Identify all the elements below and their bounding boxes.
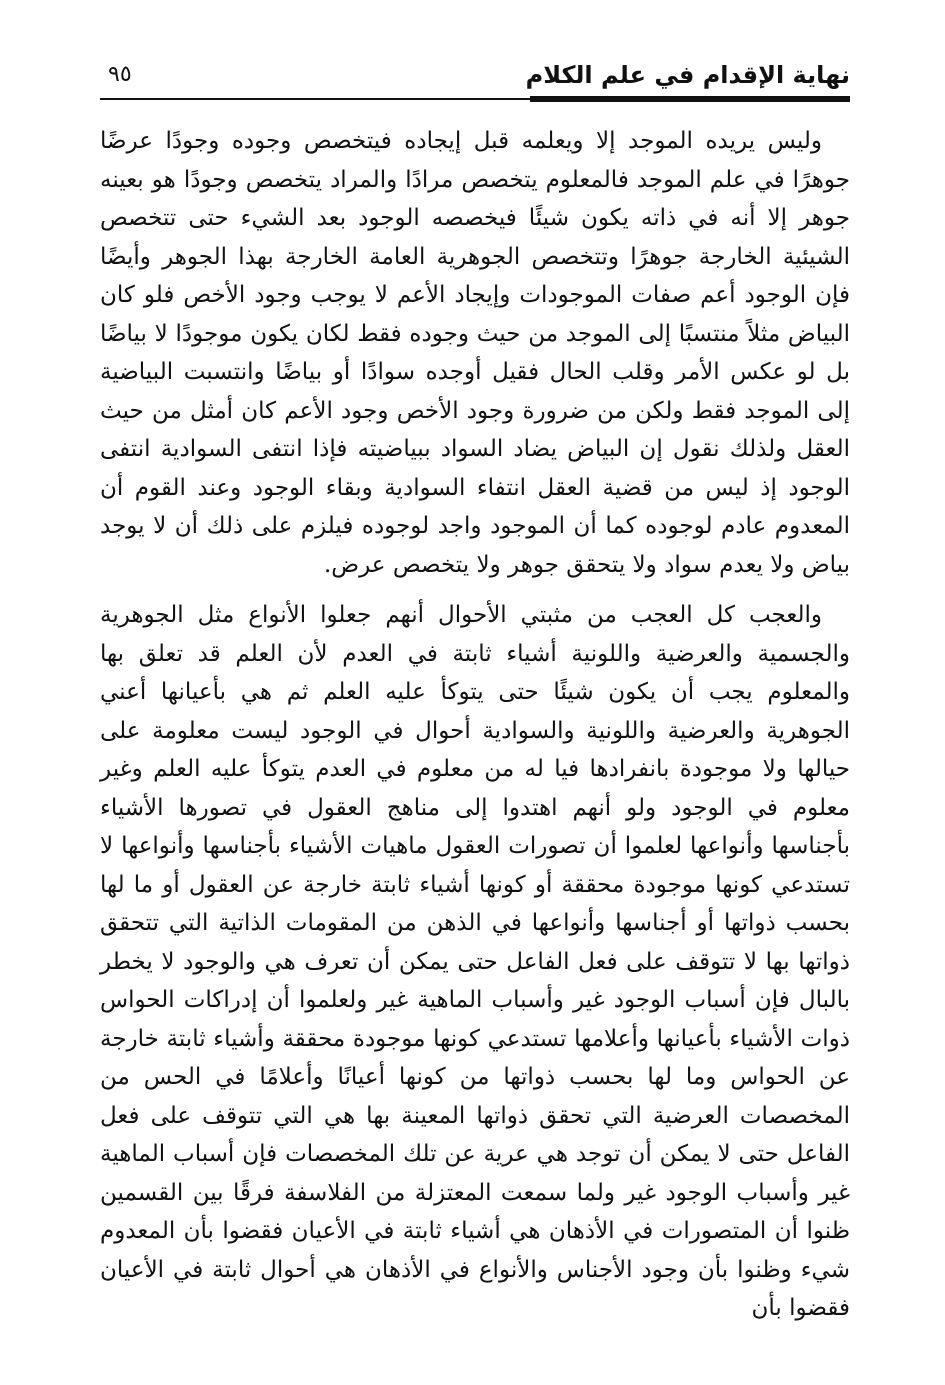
body-text <box>100 122 850 1328</box>
book-title: نهاية الإقدام في علم الكلام <box>525 61 850 89</box>
paragraph-1: وليس يريده الموجد إلا ويعلمه قبل إيجاده فيتخصص وجوده وجودًا عرضًا جوهرًا في علم الموجد فالمعلوم يتخصص مرادًا والمراد يتخصص وجودًا هو بعينه جوهر إلا أنه في ذاته يكون شيئًا فيخصصه الوجود بعد الشيء حتى تتخصص الشيئية الخارجة جوهرًا وتتخصص الجوهرية العامة الخارجة بهذا الجوهر وأيضًا فإن الوجود أعم صفات الموجودات وإيجاد الأعم لا يوجب وجود الأخص فلو كان البياض مثلاً منتسبًا إلى الموجد من حيث وجوده فقط لكان يكون موجودًا لا بياضًا بل لو عكس الأمر وقلب الحال فقيل أوجده سوادًا أو بياضًا وانتسبت البياضية إلى الموجد فقط ولكن من ضرورة وجود الأخص وجود الأعم كان أمثل من حيث العقل ولذلك نقول إن البياض يضاد السواد ببياضيته فإذا انتفى السوادية انتفى الوجود إذ ليس من قضية العقل انتفاء السوادية وبقاء الوجود وعند القوم أن المعدوم عادم لوجوده كما أن الموجود واجد لوجوده فيلزم على ذلك أن لا يوجد بياض ولا يعدم سواد ولا يتحقق جوهر ولا يتخصص عرض. <box>100 128 850 578</box>
paragraph-2: والعجب كل العجب من مثبتي الأحوال أنهم جعلوا الأنواع مثل الجوهرية والجسمية والعرضية واللونية أشياء ثابتة في العدم لأن العلم قد تعلق بها والمعلوم يجب أن يكون شيئًا حتى يتوكأ عليه العلم ثم هي بأعيانها أعني الجوهرية والعرضية واللونية والسوادية أحوال في الوجود ليست معلومة على حيالها ولا موجودة بانفرادها فيا له من معلوم في العدم يتوكأ عليه العلم وغير معلوم في الوجود ولو أنهم اهتدوا إلى مناهج العقول في تصورها الأشياء بأجناسها وأنواعها لعلموا أن تصورات العقول ماهيات الأشياء بأجناسها وأنواعها لا تستدعي كونها موجودة محققة أو كونها أشياء ثابتة خارجة عن العقول أو ما لها بحسب ذواتها أو أجناسها وأنواعها في الذهن من المقومات الذاتية التي تتحقق ذواتها بها لا تتوقف على فعل الفاعل حتى يمكن أن تعرف هي والوجود لا يخطر بالبال فإن أسباب الوجود غير وأسباب الماهية غير ولعلموا أن إدراكات الحواس ذوات الأشياء بأعيانها وأعلامها تستدعي كونها موجودة محققة وأشياء ثابتة خارجة عن الحواس وما لها بحسب ذواتها من كونها أعيانًا وأعلامًا في الحس من المخصصات العرضية التي تحقق ذواتها المعينة بها هي التي تتوقف على فعل الفاعل حتى لا يمكن أن توجد هي عرية عن تلك المخصصات فإن أسباب الماهية غير وأسباب الوجود غير ولما سمعت المعتزلة من الفلاسفة فرقًا بين القسمين ظنوا أن المتصورات في الأذهان هي أشياء ثابتة في الأعيان فقضوا بأن المعدوم شيء وظنوا بأن وجود الأجناس والأنواع في الأذهان هي أحوال ثابتة في الأعيان فقضوا بأن <box>100 602 850 1321</box>
header-rule-thick <box>530 96 850 102</box>
header-rule-thin <box>100 98 530 100</box>
running-header <box>100 58 850 94</box>
page-number: ٩٥ <box>108 62 132 87</box>
